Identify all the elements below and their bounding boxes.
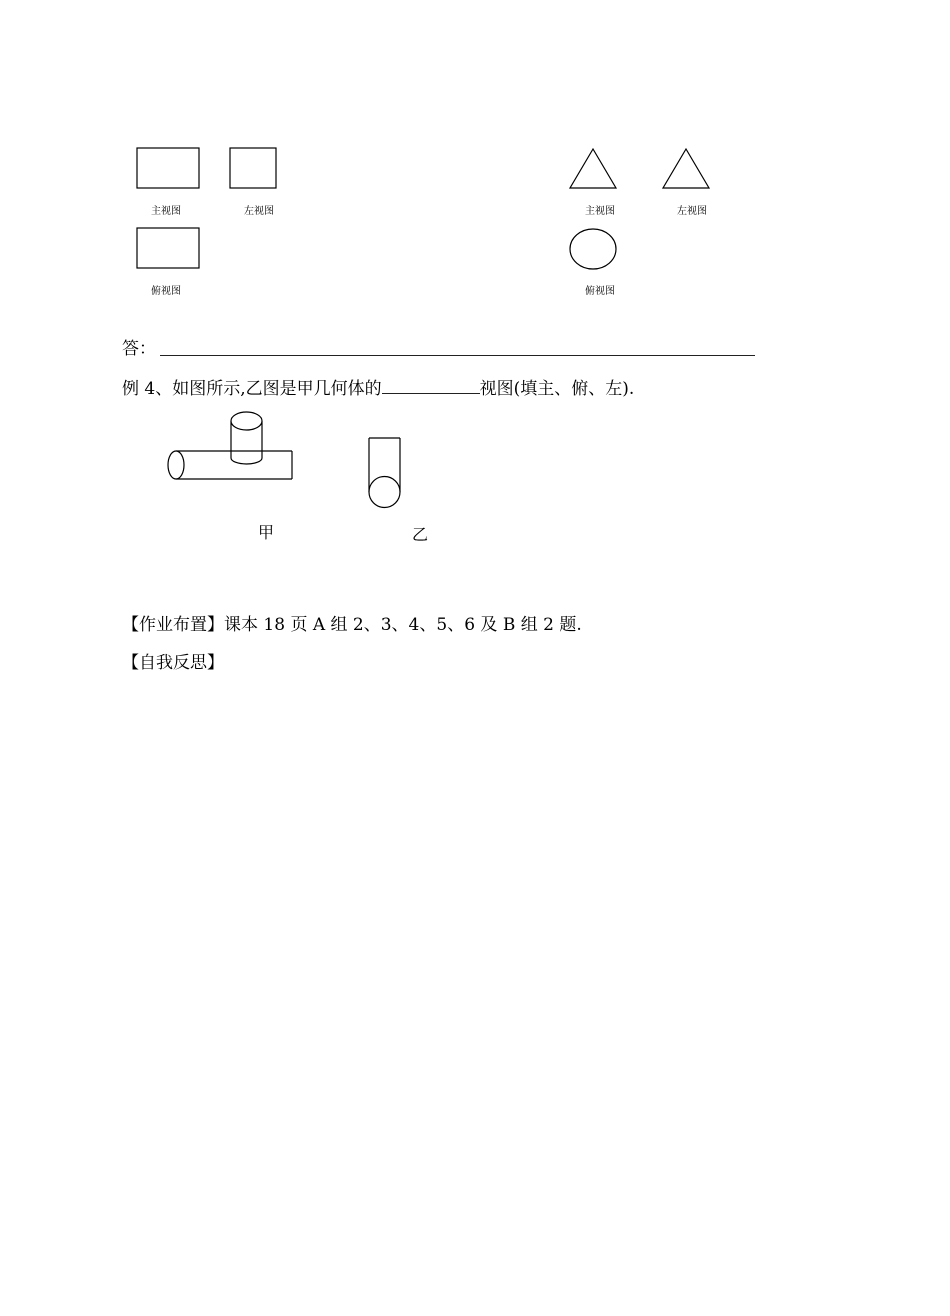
solid-jia-drawing [168,412,292,479]
example4-text-before: 例 4、如图所示,乙图是甲几何体的 [122,379,382,399]
label-yi: 乙 [411,525,429,544]
solid-yi-drawing [369,438,400,508]
set2-left-view-triangle [663,149,709,188]
set2-left-view-label: 左视图 [677,206,707,217]
set2-front-view-label: 主视图 [585,206,615,217]
set2-top-view-circle [570,229,616,269]
set2-top-view-label: 俯视图 [585,286,615,297]
set2-front-view-triangle [570,149,616,188]
example4-text-after: 视图(填主、俯、左). [479,379,635,399]
homework-assignment: 【作业布置】课本 18 页 A 组 2、3、4、5、6 及 B 组 2 题. [122,615,582,635]
set1-front-view-rectangle [137,148,199,188]
self-reflection-heading: 【自我反思】 [122,653,224,673]
answer-label: 答： [122,339,156,359]
set1-left-view-label: 左视图 [244,206,274,217]
example4-fill-blank[interactable] [382,377,480,394]
label-jia: 甲 [257,523,275,542]
set1-front-view-label: 主视图 [151,206,181,217]
answer-blank-line[interactable] [160,355,755,356]
figure-area [0,0,950,560]
set1-top-view-label: 俯视图 [151,286,181,297]
set1-left-view-rectangle [230,148,276,188]
set1-top-view-rectangle [137,228,199,268]
example4-question [122,377,634,400]
